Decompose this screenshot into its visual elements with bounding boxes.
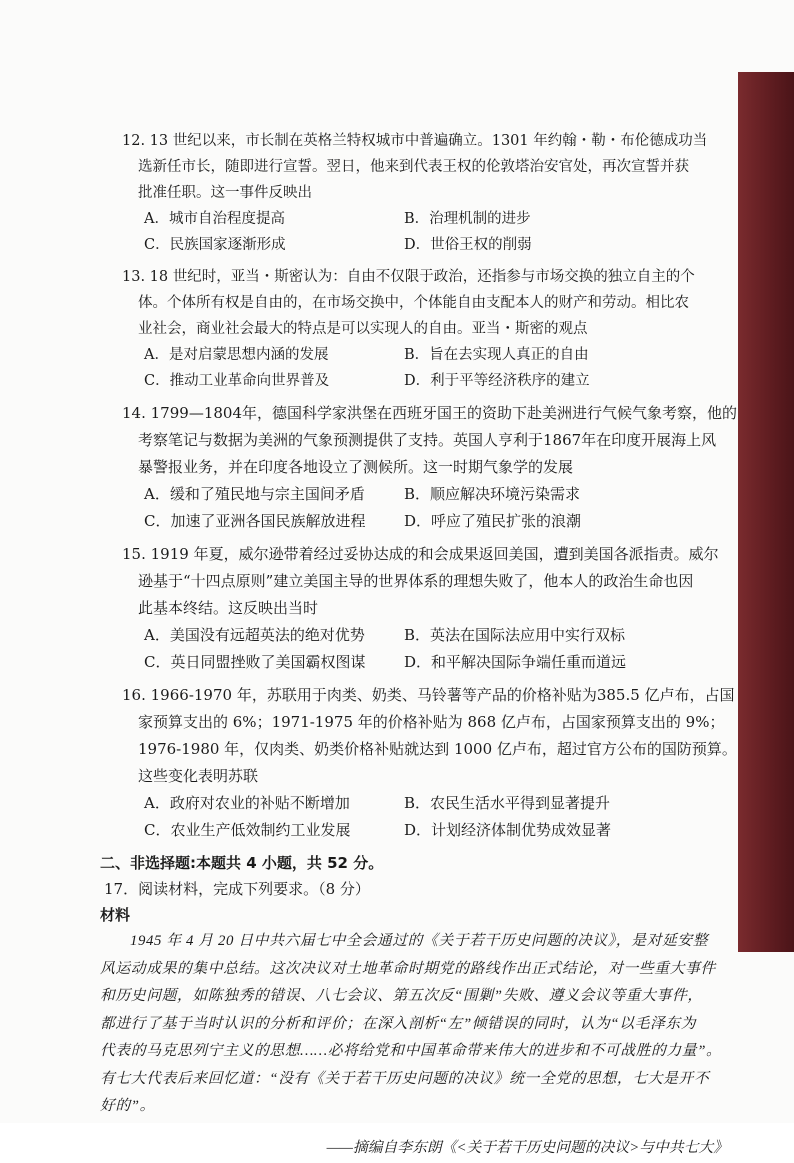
option-d[interactable]: D．和平解决国际争端任重而道远 [404,653,627,671]
question-line [100,128,730,154]
question-line [100,264,730,290]
question-number: 13. [122,269,146,285]
section-title: 二、非选择题:本题共 4 小题，共 52 分。 [100,854,384,872]
option-a[interactable]: A．缓和了殖民地与宗主国间矛盾 [144,485,365,503]
material-line: 1945 年 4 月 20 日中共六届七中全会通过的《关于若干历史问题的决议》，是对延安整 [130,933,709,949]
options [100,790,730,844]
material-line: 有七大代表后来回忆道：“没有《关于若干历史问题的决议》统一全党的思想，七大是开不 [100,1070,710,1087]
option-b[interactable]: B．顺应解决环境污染需求 [404,485,581,503]
question-text: 13 世纪以来，市长制在英格兰特权城市中普遍确立。1301 年约翰・勒・布伦德成功当 [149,133,708,149]
material-line: 和历史问题，如陈独秀的错误、八七会议、第五次反“围剿”失败、遵义会议等重大事件， [100,988,703,1004]
red-cover-edge [738,72,794,952]
question-number: 15. [122,545,146,563]
question-text: 1919 年夏，威尔逊带着经过妥协达成的和会成果返回美国，遭到美国各派指责。威尔 [150,545,719,563]
material-line: 都进行了基于当时认识的分析和评价；在深入剖析“左”倾错误的同时，认为“以毛泽东为 [100,1015,697,1032]
question-line: 选新任市长，随即进行宣誓。翌日，他来到代表王权的伦敦塔治安官处，再次宣誓并获 [138,159,689,175]
option-d[interactable]: D．世俗王权的削弱 [404,237,532,253]
question-line: 体。个体所有权是自由的，在市场交换中，个体能自由支配本人的财产和劳动。相比农 [138,295,689,311]
question-text: 1799—1804年，德国科学家洪堡在西班牙国王的资助下赴美洲进行气候气象考察，他的 [150,404,737,422]
option-d[interactable]: D．计划经济体制优势成效显著 [404,821,612,839]
option-b[interactable]: B．旨在去实现人真正的自由 [404,347,589,363]
question-text: 1966-1970 年，苏联用于肉类、奶类、马铃薯等产品的价格补贴为385.5 亿卢布，占国 [150,686,735,704]
question-line: 批准任职。这一事件反映出 [138,185,312,201]
options [100,342,730,394]
question-17-prompt: 17．阅读材料，完成下列要求。（8 分） [104,880,370,898]
question-line: 1976-1980 年，仅肉类、奶类价格补贴就达到 1000 亿卢布，超过官方公布的国防预算。 [138,740,737,758]
option-a[interactable]: A．城市自治程度提高 [144,211,285,227]
options [100,622,730,676]
option-a[interactable]: A．是对启蒙思想内涵的发展 [144,347,329,363]
question-14 [100,400,737,535]
question-line [100,400,737,427]
question-line [100,682,735,709]
question-line: 暴警报业务，并在印度各地设立了测候所。这一时期气象学的发展 [138,458,574,476]
material-line: 好的”。 [100,1098,156,1114]
option-d[interactable]: D．呼应了殖民扩张的浪潮 [404,512,582,530]
option-c[interactable]: C．推动工业革命向世界普及 [144,373,330,389]
options [100,206,730,258]
question-line: 这些变化表明苏联 [138,767,259,785]
question-number: 16. [122,686,146,704]
option-a[interactable]: A．美国没有远超英法的绝对优势 [144,626,365,644]
option-b[interactable]: B．农民生活水平得到显著提升 [404,794,611,812]
question-13 [100,264,730,394]
question-text: 18 世纪时，亚当・斯密认为：自由不仅限于政治，还指参与市场交换的独立自主的个 [149,269,695,285]
material-line: 代表的马克思列宁主义的思想……必将给党和中国革命带来伟大的进步和不可战胜的力量”。 [100,1043,722,1059]
exam-content [100,128,737,1163]
options [100,481,730,535]
question-number: 12. [122,133,146,149]
option-a[interactable]: A．政府对农业的补贴不断增加 [144,794,350,812]
option-c[interactable]: C．加速了亚洲各国民族解放进程 [144,512,366,530]
material-source: ——摘编自李东朗《<关于若干历史问题的决议>与中共七大》 [326,1139,728,1156]
option-c[interactable]: C．英日同盟挫败了美国霸权图谋 [144,653,366,671]
material-label: 材料 [100,906,131,924]
option-d[interactable]: D．利于平等经济秩序的建立 [404,373,590,389]
option-b[interactable]: B．治理机制的进步 [404,211,531,227]
question-line [100,541,730,568]
question-line: 家预算支出的 6%；1971-1975 年的价格补贴为 868 亿卢布，占国家预算支出的 9%； [138,713,725,731]
question-number: 14. [122,404,146,422]
option-c[interactable]: C．农业生产低效制约工业发展 [144,821,351,839]
question-12 [100,128,730,258]
question-line: 业社会，商业社会最大的特点是可以实现人的自由。亚当・斯密的观点 [138,321,588,337]
option-b[interactable]: B．英法在国际法应用中实行双标 [404,626,626,644]
option-c[interactable]: C．民族国家逐渐形成 [144,237,286,253]
question-16 [100,682,737,844]
question-line: 此基本终结。这反映出当时 [138,599,319,617]
material-passage [100,928,728,1121]
question-line: 考察笔记与数据为美洲的气象预测提供了支持。英国人亨利于1867年在印度开展海上风 [138,431,717,449]
material-line: 风运动成果的集中总结。这次决议对土地革命时期党的路线作出正式结论，对一些重大事件 [100,960,716,977]
question-line: 逊基于“十四点原则”建立美国主导的世界体系的理想失败了，他本人的政治生命也因 [138,572,694,590]
question-15 [100,541,730,676]
